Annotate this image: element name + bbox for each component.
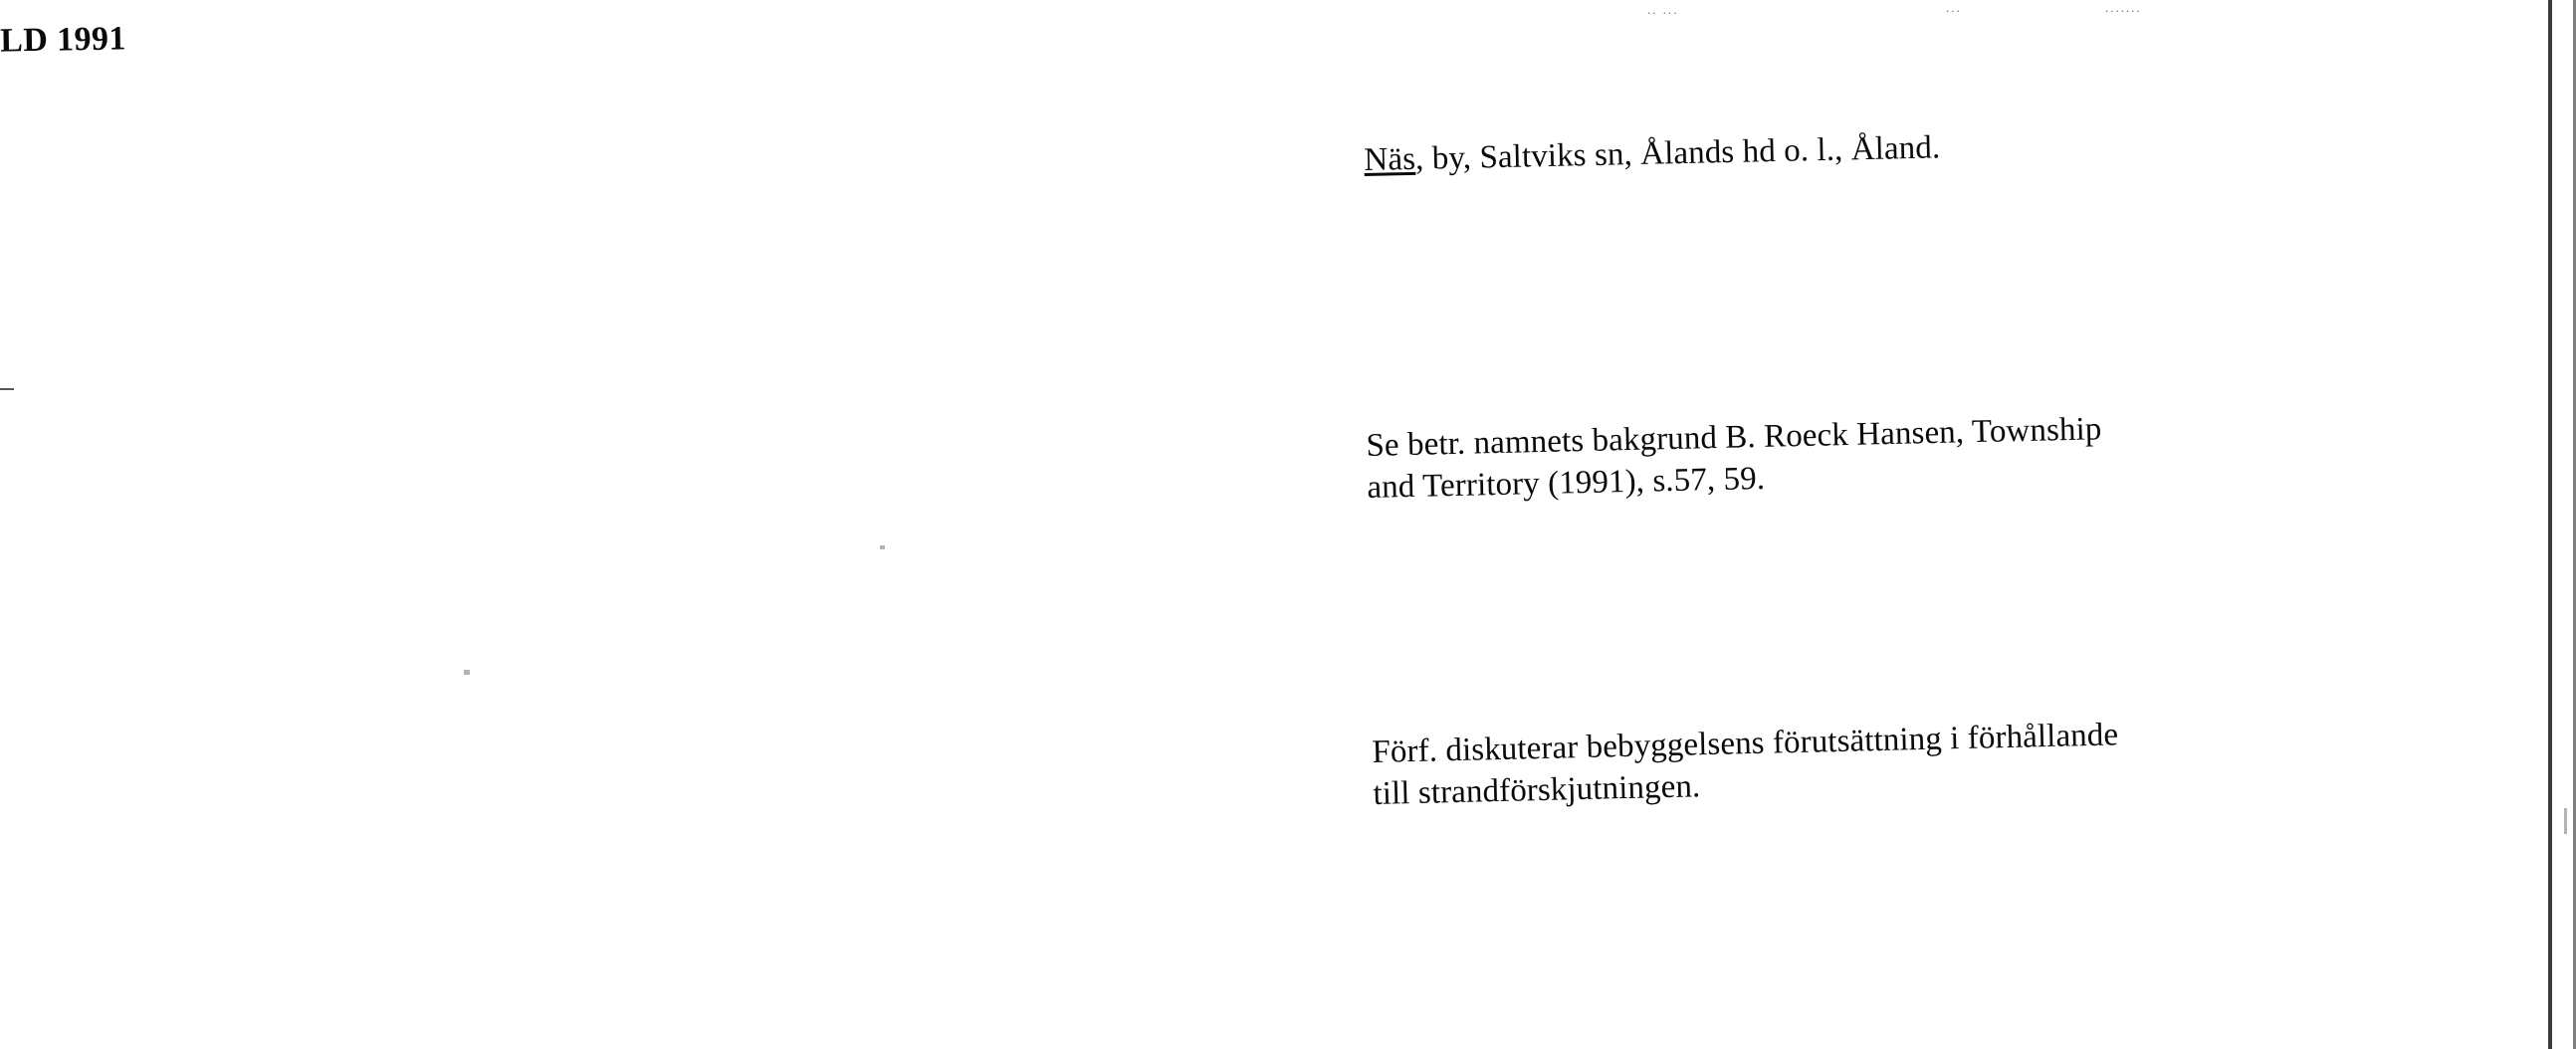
summary-note-line-2: till strandförskjutningen. [1373,768,1701,813]
scan-speck-1 [880,545,885,549]
entry-headword-rest: , by, Saltviks sn, Ålands hd o. l., Åland. [1414,129,1941,177]
source-code-label: LD 1991 [0,20,127,60]
top-scan-mark-2: ... [1946,0,1962,15]
scan-speck-2 [464,670,470,675]
summary-note-block [1372,714,2120,815]
entry-headword: Näs [1364,140,1416,178]
page-edge-shadow [2548,0,2552,1049]
top-scan-mark-3: ....... [2105,0,2142,15]
reference-note-block [1366,408,2103,509]
entry-headword-line [1364,126,1941,181]
left-margin-tick-mark [0,388,14,390]
summary-note-line-1: Förf. diskuterar bebyggelsens förutsättning i förhållande [1372,717,2119,770]
entry-headword-text [1364,126,1941,181]
reference-note-line-2: and Territory (1991), s.57, 59. [1367,461,1766,507]
reference-note-line-1: Se betr. namnets bakgrund B. Roeck Hansen, Township [1366,411,2102,464]
scan-speck-3 [2564,808,2567,834]
top-scan-mark-1: .. ... [1647,2,1679,17]
